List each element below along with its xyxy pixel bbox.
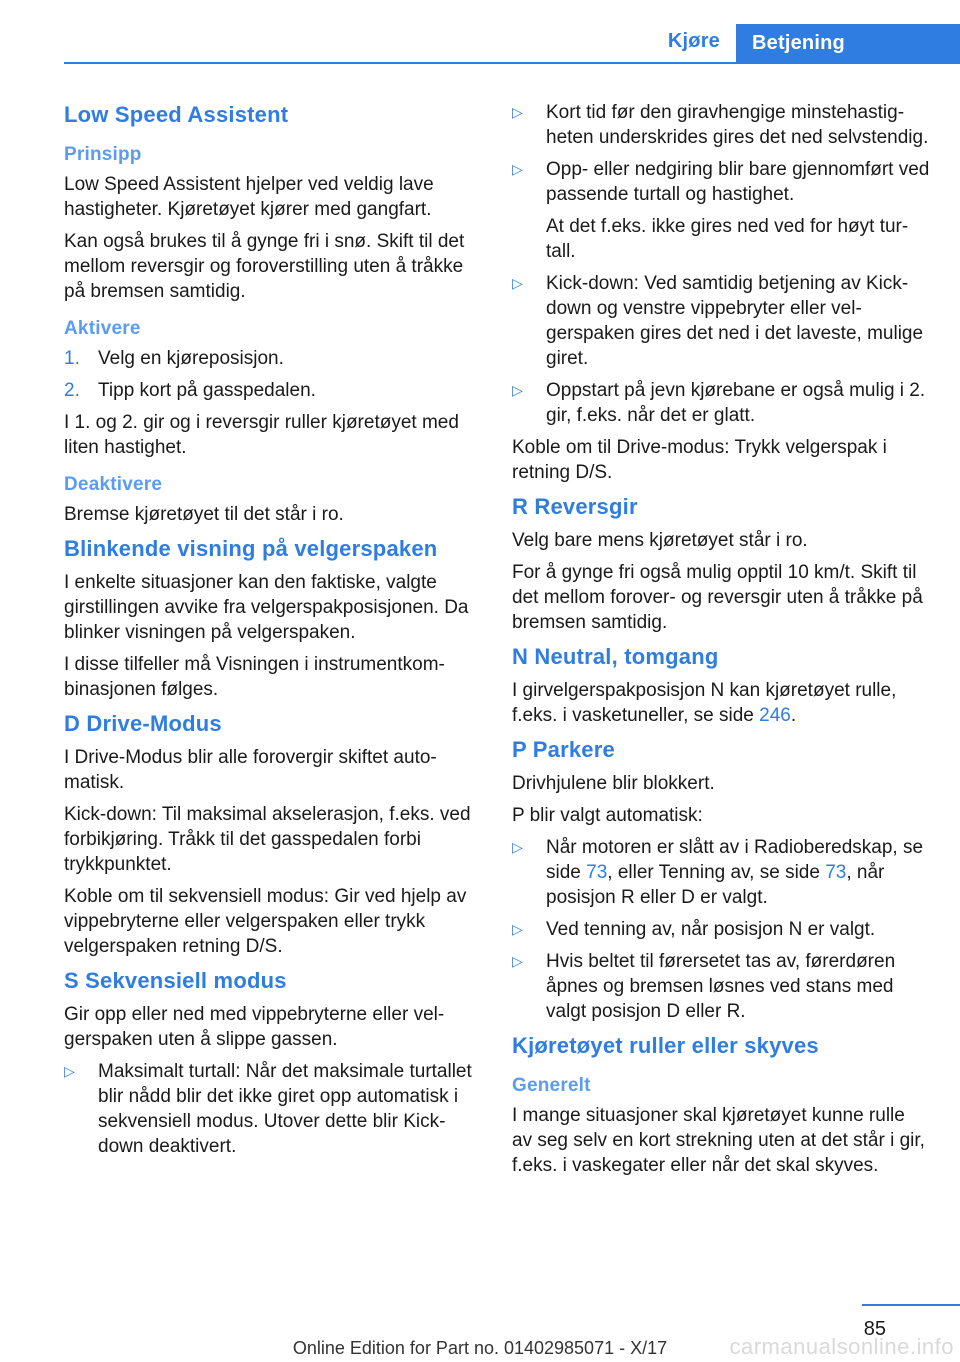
triangle-bullet-icon: ▷ xyxy=(512,161,523,177)
bullet-list xyxy=(64,1059,484,1159)
bullet-text xyxy=(546,835,930,910)
paragraph: Velg bare mens kjøretøyet står i ro. xyxy=(512,530,808,551)
right-column xyxy=(512,100,930,1185)
triangle-bullet-icon: ▷ xyxy=(512,104,523,120)
page-number-rule xyxy=(862,1304,960,1306)
paragraph: Bremse kjøretøyet til det står i ro. xyxy=(64,504,344,525)
bullet-text: Kort tid før den giravhengige minstehastigheten underskrides gires det ned selvstendig. xyxy=(546,102,929,148)
paragraph: For å gynge fri også mulig opptil 10 km/t. Skift til det mellom forover- og reversgir uten å tråkke på bremsen samtidig. xyxy=(512,562,923,633)
paragraph: Koble om til sekvensiell modus: Gir ved hjelp av vippebryterne eller velgerspaken eller trykk velgerspaken retning D/S. xyxy=(64,886,467,957)
bullet-text: Kick-down: Ved samtidig betjening av Kick-down og venstre vippebryter eller velgerspaken gires det ned i det laveste, mulige giret. xyxy=(546,273,924,369)
paragraph: I enkelte situasjoner kan den faktiske, valgte girstillingen avvike fra velgerspakposisjonen. Da blinker visningen på velgerspaken. xyxy=(64,572,469,643)
list-item xyxy=(64,346,484,371)
page-link-246[interactable]: 246 xyxy=(759,705,791,726)
bullet-text: Hvis beltet til førersetet tas av, førerdøren åpnes og bremsen løsnes ved stans med valgt posisjon D eller R. xyxy=(546,951,896,1022)
heading-aktivere: Aktivere xyxy=(64,318,141,339)
triangle-bullet-icon: ▷ xyxy=(512,839,523,855)
list-item xyxy=(512,917,930,942)
heading-deaktivere: Deaktivere xyxy=(64,474,163,495)
list-item xyxy=(512,949,930,1024)
paragraph: Kan også brukes til å gynge fri i snø. Skift til det mellom reversgir og foroverstilling uten å tråkke på bremsen samtidig. xyxy=(64,231,465,302)
triangle-bullet-icon: ▷ xyxy=(512,921,523,937)
heading-neutral: N Neutral, tomgang xyxy=(512,644,719,669)
page-number: 85 xyxy=(863,1318,886,1340)
bullet-body xyxy=(546,157,930,264)
footer-edition: Online Edition for Part no. 01402985071 - X/17 xyxy=(292,1338,668,1358)
bullet-list xyxy=(512,835,930,1024)
header-bar xyxy=(64,24,960,64)
paragraph: I disse tilfeller må Visningen i instrumentkombinasjonen følges. xyxy=(64,654,445,700)
triangle-bullet-icon: ▷ xyxy=(64,1063,75,1079)
triangle-bullet-icon: ▷ xyxy=(512,953,523,969)
list-item xyxy=(512,157,930,264)
bullet-list xyxy=(512,100,930,428)
heading-prinsipp: Prinsipp xyxy=(64,144,142,165)
paragraph: P blir valgt automatisk: xyxy=(512,805,703,826)
tab-kjore[interactable]: Kjøre xyxy=(667,30,720,52)
bullet-text: At det f.eks. ikke gires ned ved for høyt turtall. xyxy=(546,216,909,262)
bullet-text: Opp- eller nedgiring blir bare gjennomført ved passende turtall og hastighet. xyxy=(546,159,930,205)
bullet-text: Ved tenning av, når posisjon N er valgt. xyxy=(546,919,876,940)
paragraph: I Drive-Modus blir alle forovergir skiftet automatisk. xyxy=(64,747,437,793)
heading-parkere: P Parkere xyxy=(512,737,615,762)
text: I girvelgerspakposisjon N kan kjøretøyet rulle, f.eks. i vasketuneller, se side xyxy=(512,680,897,726)
step-text: Velg en kjøreposisjon. xyxy=(98,348,284,369)
paragraph: I 1. og 2. gir og i reversgir ruller kjøretøyet med liten hastighet. xyxy=(64,412,459,458)
triangle-bullet-icon: ▷ xyxy=(512,382,523,398)
page-link-73[interactable]: 73 xyxy=(586,862,608,883)
heading-kjoretoyet-ruller: Kjøretøyet ruller eller skyves xyxy=(512,1033,819,1058)
paragraph: I mange situasjoner skal kjøretøyet kunne rulle av seg selv en kort strekning uten at det står i gir, f.eks. i vaskegater eller når det skal skyves. xyxy=(512,1105,925,1176)
heading-reversgir: R Reversgir xyxy=(512,494,638,519)
numbered-list xyxy=(64,346,484,403)
paragraph: Drivhjulene blir blokkert. xyxy=(512,773,715,794)
bullet-text: Oppstart på jevn kjørebane er også mulig i 2. gir, f.eks. når det er glatt. xyxy=(546,380,926,426)
page-link-73[interactable]: 73 xyxy=(825,862,847,883)
text: Når motoren er slått av i Radioberedskap, se side xyxy=(546,837,924,883)
triangle-bullet-icon: ▷ xyxy=(512,275,523,291)
text: . xyxy=(790,705,797,726)
heading-sekvensiell-modus: S Sekvensiell modus xyxy=(64,968,287,993)
paragraph: Kick-down: Til maksimal akselerasjon, f.eks. ved forbikjøring. Tråkk til det gasspedalen forbi trykkpunktet. xyxy=(64,804,471,875)
bullet-text: Maksimalt turtall: Når det maksimale turtallet blir nådd blir det ikke giret opp automatisk i sekvensiell modus. Utover dette blir Kick-down deaktivert. xyxy=(98,1061,472,1157)
heading-blinkende-visning: Blinkende visning på velgerspaken xyxy=(64,536,438,561)
tab-betjening[interactable]: Betjening xyxy=(736,24,960,62)
paragraph: Koble om til Drive-modus: Trykk velgerspak i retning D/S. xyxy=(512,437,887,483)
step-number: 2. xyxy=(64,380,80,401)
list-item xyxy=(512,100,930,150)
list-item xyxy=(64,1059,484,1159)
step-number: 1. xyxy=(64,348,80,369)
heading-low-speed-assistent: Low Speed Assistent xyxy=(64,102,289,127)
list-item xyxy=(512,271,930,371)
heading-generelt: Generelt xyxy=(512,1075,591,1096)
paragraph: Gir opp eller ned med vippebryterne eller velgerspaken uten å slippe gassen. xyxy=(64,1004,445,1050)
step-text: Tipp kort på gasspedalen. xyxy=(98,380,316,401)
list-item xyxy=(64,378,484,403)
paragraph xyxy=(512,678,930,728)
text: , eller Tenning av, se side xyxy=(607,862,826,883)
paragraph: Low Speed Assistent hjelper ved veldig lave hastigheter. Kjøretøyet kjører med gangfart. xyxy=(64,174,434,220)
heading-drive-modus: D Drive-Modus xyxy=(64,711,222,736)
list-item xyxy=(512,378,930,428)
text: , når posisjon R eller D er valgt. xyxy=(546,862,885,908)
list-item xyxy=(512,835,930,910)
left-column xyxy=(64,100,484,1166)
watermark: carmanualsonline.info xyxy=(729,1334,954,1359)
